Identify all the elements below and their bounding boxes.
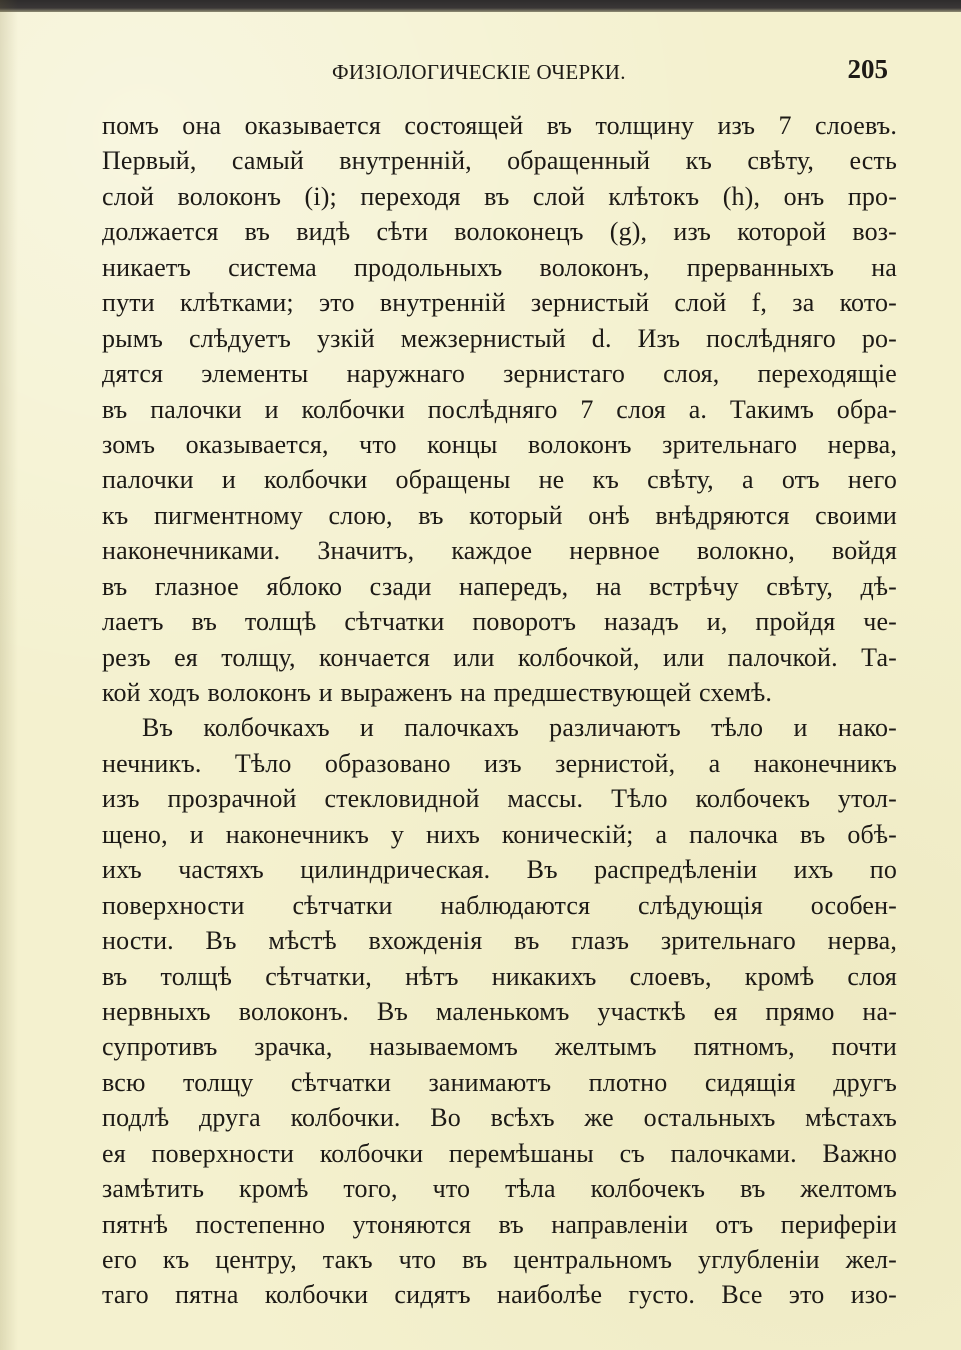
text-line: палочки и колбочки обращены не къ свѣту, а отъ него [102,465,897,495]
text-line: кой ходъ волоконъ и выраженъ на предшествующей схемѣ. [102,678,773,707]
text-line: его къ центру, такъ что въ центральномъ углубленіи жел- [102,1245,897,1274]
text-line: подлѣ друга колбочки. Во всѣхъ же остальныхъ мѣстахъ [102,1103,897,1133]
body-text [102,108,897,1313]
page-header [96,54,896,90]
text-line: ности. Въ мѣстѣ вхожденія въ глазъ зрительнаго нерва, [102,926,897,956]
text-line: наконечниками. Значитъ, каждое нервное волокно, войдя [102,536,897,566]
text-line: нервныхъ волоконъ. Въ маленькомъ участкѣ ея прямо на- [102,996,897,1026]
text-line: резъ ея толщу, кончается или колбочкой, или палочкой. Та- [102,642,897,672]
text-line: въ глазное яблоко сзади напередъ, на встрѣчу свѣту, дѣ- [102,571,897,601]
text-line: таго пятна колбочки сидятъ наиболѣе густо. Все это изо- [102,1280,897,1310]
text-line: должается въ видѣ сѣти волоконецъ (g), изъ которой воз- [102,217,897,247]
text-line: въ толщѣ сѣтчатки, нѣтъ никакихъ слоевъ, кромѣ слоя [102,961,897,991]
page-gutter-shadow [0,0,18,1350]
text-line: щено, и наконечникъ у нихъ коническій; а палочка въ обѣ- [102,819,897,849]
text-line: никаетъ система продольныхъ волоконъ, прерванныхъ на [102,252,897,282]
text-line: къ пигментному слою, въ который онѣ внѣдряются своими [102,500,897,530]
text-line: слой волоконъ (i); переходя въ слой клѣтокъ (h), онъ про- [102,181,897,211]
text-line: пути клѣтками; это внутренній зернистый слой f, за кото- [102,288,897,318]
text-line: дятся элементы наружнаго зернистаго слоя, переходящіе [102,359,897,389]
text-line: пятнѣ постепенно утоняются въ направленіи отъ периферіи [102,1209,897,1239]
text-line: Первый, самый внутренній, обращенный къ свѣту, есть [102,146,897,176]
text-line: изъ прозрачной стекловидной массы. Тѣло колбочекъ утол- [102,784,897,814]
text-line: ихъ частяхъ цилиндрическая. Въ распредѣленіи ихъ по [102,855,897,885]
text-line: всю толщу сѣтчатки занимаютъ плотно сидящія другъ [102,1067,897,1097]
text-line: помъ она оказывается состоящей въ толщину изъ 7 слоевъ. [102,111,897,140]
text-line: въ палочки и колбочки послѣдняго 7 слоя a. Такимъ обра- [102,394,897,424]
text-line: нечникъ. Тѣло образовано изъ зернистой, а наконечникъ [102,748,897,778]
top-edge-rule [0,0,961,12]
text-line: ея поверхности колбочки перемѣшаны съ палочками. Важно [102,1138,897,1168]
page-number: 205 [847,54,888,84]
text-line: зомъ оказывается, что концы волоконъ зрительнаго нерва, [102,429,897,459]
text-line: поверхности сѣтчатки наблюдаются слѣдующія особен- [102,890,897,920]
text-line: рымъ слѣдуетъ узкій межзернистый d. Изъ послѣдняго ро- [102,323,897,353]
text-line: лаетъ въ толщѣ сѣтчатки поворотъ назадъ и, пройдя че- [102,607,897,637]
paragraph-start-line: Въ колбочкахъ и палочкахъ различаютъ тѣло и нако- [142,713,897,743]
text-line: замѣтить кромѣ того, что тѣла колбочекъ въ желтомъ [102,1174,897,1204]
running-title: ФИЗІОЛОГИЧЕСКІЕ ОЧЕРКИ. [332,60,626,84]
text-line: супротивъ зрачка, называемомъ желтымъ пятномъ, почти [102,1032,897,1062]
